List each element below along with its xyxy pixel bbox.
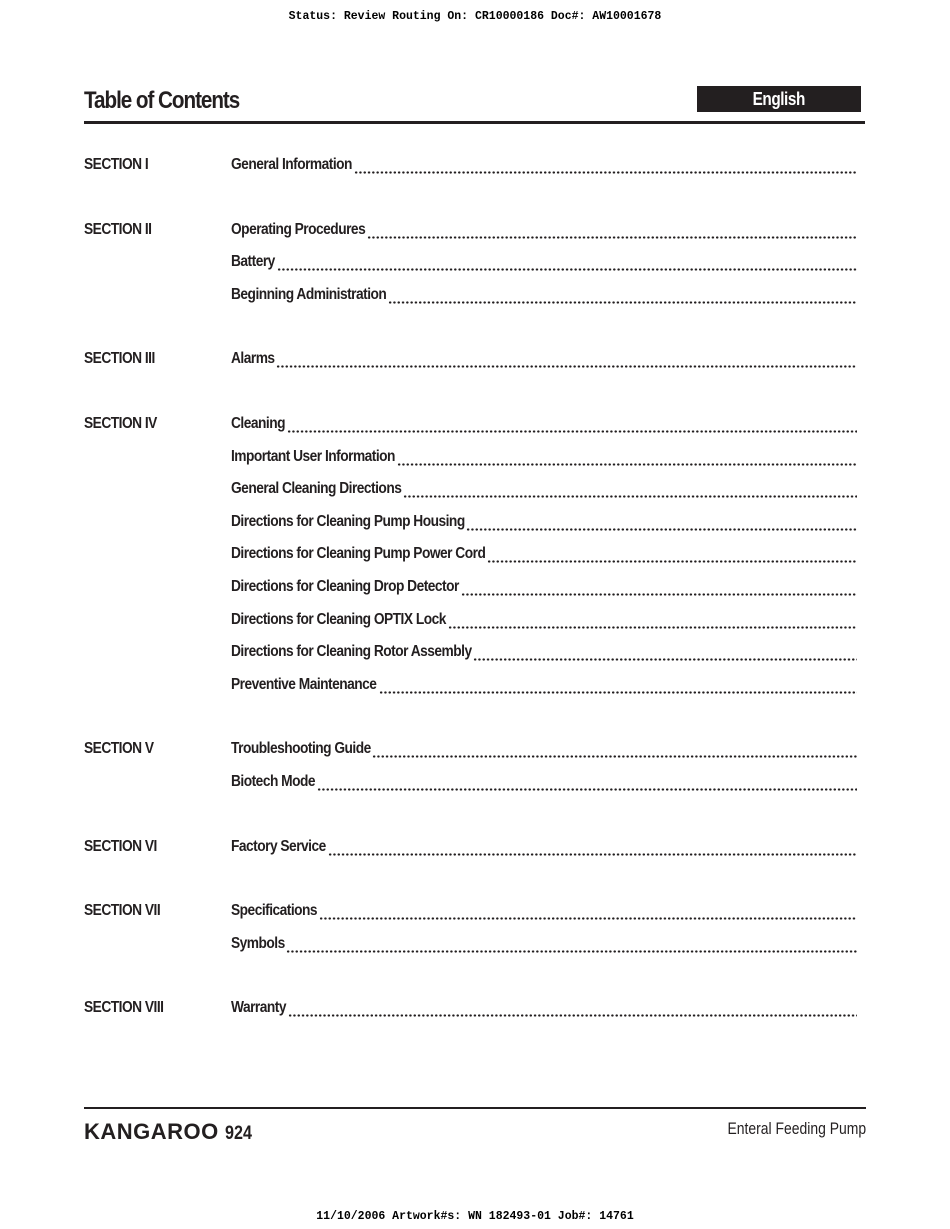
toc-row [84, 637, 860, 670]
toc-entry[interactable] [231, 676, 857, 698]
toc-row [84, 150, 860, 183]
toc-entry-title: Troubleshooting Guide [231, 740, 371, 758]
product-name: Enteral Feeding Pump [727, 1119, 866, 1138]
toc-entry[interactable] [231, 935, 857, 957]
page-title: Table of Contents [84, 87, 240, 114]
toc-entry-title: Biotech Mode [231, 772, 316, 790]
dot-leader [286, 950, 857, 953]
toc-entry[interactable] [231, 221, 857, 243]
toc-row [84, 507, 860, 540]
toc-entry-title: General Information [231, 156, 352, 173]
section-label: SECTION IV [84, 414, 157, 432]
toc-entry[interactable] [231, 902, 857, 924]
section-spacer [84, 864, 860, 896]
section-label: SECTION V [84, 740, 154, 758]
toc-entry-title: Directions for Cleaning Pump Housing [231, 512, 465, 530]
dot-leader [367, 236, 857, 239]
toc-row [84, 929, 860, 962]
dot-leader [473, 658, 857, 661]
dot-leader [319, 917, 857, 920]
toc-entry-title: Warranty [231, 999, 287, 1017]
brand-model: 924 [224, 1123, 252, 1144]
toc-entry[interactable] [231, 611, 857, 633]
toc-entry-title: Specifications [231, 902, 318, 920]
toc-entry-title: Directions for Cleaning Drop Detector [231, 577, 459, 595]
toc-row [84, 539, 860, 572]
toc-row [84, 605, 860, 638]
toc-entry[interactable] [231, 643, 857, 665]
language-badge [697, 86, 861, 112]
brand-logo [84, 1119, 256, 1145]
language-label: English [752, 89, 806, 109]
dot-leader [466, 528, 857, 531]
section-label: SECTION III [84, 350, 155, 368]
dot-leader [276, 365, 857, 368]
dot-leader [288, 1014, 857, 1017]
dot-leader [388, 301, 857, 304]
section-label: SECTION VI [84, 837, 157, 855]
toc-entry[interactable] [231, 156, 857, 178]
artwork-info-line: 11/10/2006 Artwork#s: WN 182493-01 Job#: 14761 [316, 1210, 634, 1223]
toc-row [84, 215, 860, 248]
toc-row [84, 767, 860, 800]
page-header [84, 84, 865, 124]
section-spacer [84, 961, 860, 993]
toc-entry-title: Directions for Cleaning Rotor Assembly [231, 643, 472, 661]
toc-row [84, 474, 860, 507]
dot-leader [461, 593, 857, 596]
toc-row [84, 896, 860, 929]
toc-entry-title: Directions for Cleaning OPTIX Lock [231, 610, 446, 628]
toc-row [84, 670, 860, 703]
toc-entry[interactable] [231, 838, 857, 860]
toc-entry[interactable] [231, 350, 857, 372]
dot-leader [403, 495, 857, 498]
table-of-contents [84, 150, 860, 1026]
toc-row [84, 734, 860, 767]
section-label: SECTION VII [84, 902, 161, 920]
toc-entry-title: Factory Service [231, 837, 326, 855]
footer-divider [84, 1107, 866, 1109]
section-label: SECTION VIII [84, 999, 164, 1017]
dot-leader [328, 853, 857, 856]
toc-row [84, 247, 860, 280]
section-label: SECTION I [84, 156, 149, 173]
toc-row [84, 572, 860, 605]
toc-entry-title: Important User Information [231, 447, 395, 465]
toc-entry-title: General Cleaning Directions [231, 480, 402, 498]
toc-entry-title: Beginning Administration [231, 285, 387, 303]
toc-entry-title: Symbols [231, 934, 285, 952]
toc-row [84, 832, 860, 865]
toc-entry[interactable] [231, 286, 857, 308]
toc-entry-title: Alarms [231, 350, 275, 368]
section-spacer [84, 377, 860, 409]
toc-entry[interactable] [231, 448, 857, 470]
brand-name: KANGAROO [84, 1119, 219, 1144]
dot-leader [487, 560, 857, 563]
section-spacer [84, 800, 860, 832]
toc-row [84, 442, 860, 475]
toc-entry[interactable] [231, 740, 857, 762]
toc-row [84, 409, 860, 442]
dot-leader [354, 171, 857, 174]
section-spacer [84, 183, 860, 215]
toc-entry[interactable] [231, 513, 857, 535]
dot-leader [317, 788, 857, 791]
toc-entry[interactable] [231, 253, 857, 275]
section-spacer [84, 312, 860, 344]
section-label: SECTION II [84, 220, 152, 238]
toc-entry[interactable] [231, 545, 857, 567]
dot-leader [379, 691, 857, 694]
header-divider [84, 121, 865, 124]
toc-entry-title: Battery [231, 253, 275, 271]
toc-entry[interactable] [231, 480, 857, 502]
toc-entry-title: Operating Procedures [231, 220, 366, 238]
dot-leader [448, 626, 857, 629]
dot-leader [397, 463, 857, 466]
dot-leader [277, 268, 857, 271]
toc-entry-title: Preventive Maintenance [231, 675, 377, 693]
toc-entry[interactable] [231, 578, 857, 600]
toc-entry[interactable] [231, 999, 857, 1021]
toc-entry-title: Directions for Cleaning Pump Power Cord [231, 545, 486, 563]
toc-entry-title: Cleaning [231, 414, 285, 432]
toc-row [84, 344, 860, 377]
toc-entry[interactable] [231, 415, 857, 437]
toc-row [84, 993, 860, 1026]
section-spacer [84, 702, 860, 734]
routing-status-line: Status: Review Routing On: CR10000186 Doc#: AW10001678 [288, 10, 662, 23]
dot-leader [372, 755, 857, 758]
dot-leader [287, 430, 857, 433]
toc-row [84, 280, 860, 313]
toc-entry[interactable] [231, 773, 857, 795]
